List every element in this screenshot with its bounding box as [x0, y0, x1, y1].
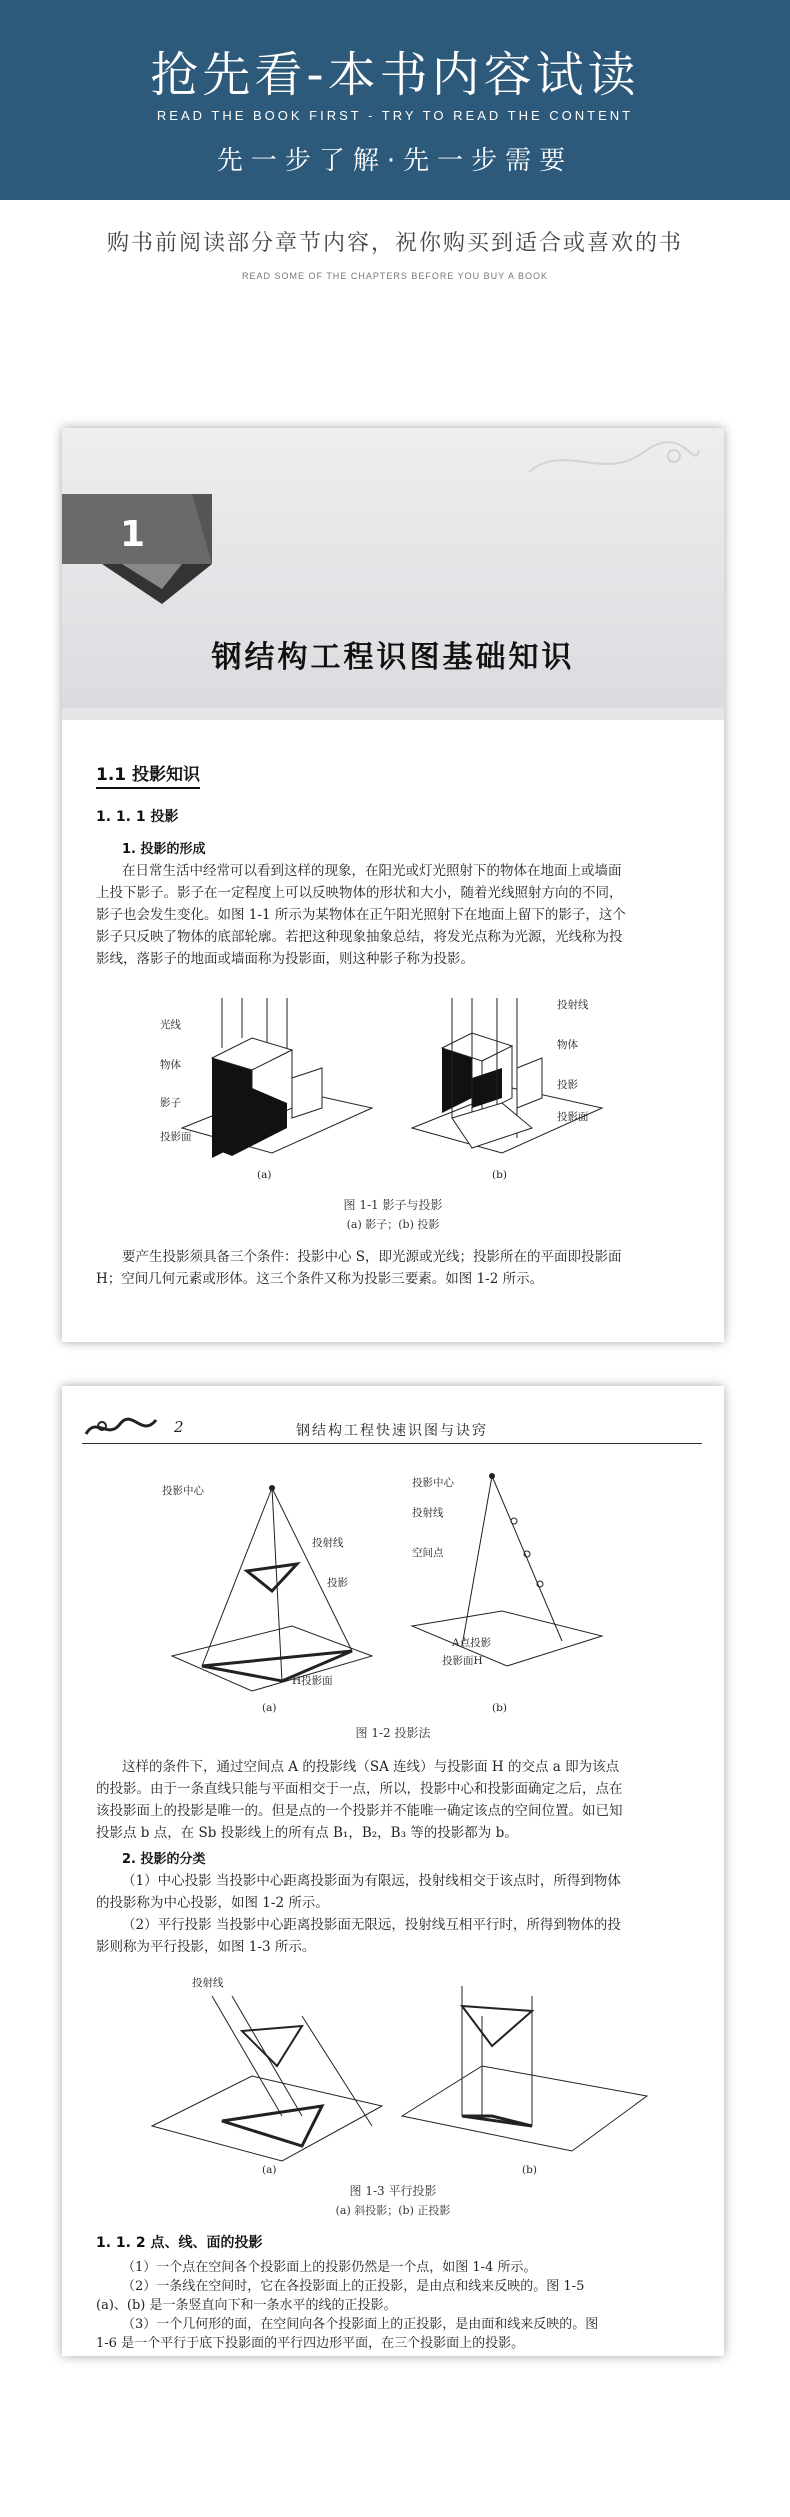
fig-label: 物体 [160, 1059, 181, 1071]
fig-label: 影子 [160, 1097, 181, 1109]
figure-caption: 图 1-1 影子与投影 [343, 1198, 443, 1212]
banner-slogan: 先一步了解·先一步需要 [216, 146, 574, 176]
ornament-icon [524, 442, 704, 482]
chapter-header [62, 428, 724, 708]
figure-1-2 [162, 1466, 642, 1716]
intro-text-en: READ SOME OF THE CHAPTERS BEFORE YOU BUY A BOOK [241, 271, 549, 281]
figure-subcaption: (a) 影子；(b) 投影 [346, 1218, 440, 1231]
fig-label: 投影面 [557, 1111, 589, 1123]
fig-label: 投射线 [312, 1537, 344, 1549]
fig-label: H投影面 [292, 1675, 333, 1687]
paragraph: （1）中心投影 当投影中心距离投影面为有限远，投射线相交于该点时，所得到物体 的投影称为中心投影，如图 1-2 所示。 （2）平行投影 当投影中心距离投影面无限远，投射线互相平行时，所得到物体的投 影则称为平行投影，如图 1-3 所示。 [96, 1873, 621, 1955]
fig-label: 投影中心 [412, 1477, 454, 1489]
paragraph: （1）一个点在空间各个投影面上的投影仍然是一个点，如图 1-4 所示。 （2）一条线在空间时，它在各投影面上的正投影，是由点和线来反映的。图 1-5 (a)、(b) 是一条竖直向下和一条水平的线的正投影。 （3）一个几何形的面，在空间向各个投影面上的正投影，是由面和线来反映的。图 1-6 是一个平行于底下投影面的平行四边形平面，在三个投影面上的投影。 [96, 2260, 599, 2351]
subsection-heading: 1. 1. 2 点、线、面的投影 [96, 2235, 263, 2251]
chapter-badge-icon [62, 494, 242, 604]
chapter-number: 1 [120, 514, 146, 555]
fig-label: 投射线 [192, 1977, 224, 1989]
divider [62, 708, 724, 720]
fig-label: 投影 [327, 1577, 348, 1589]
paragraph: 这样的条件下，通过空间点 A 的投影线（SA 连线）与投影面 H 的交点 a 即为该点 的投影。由于一条直线只能与平面相交于一点，所以，投影中心和投影面确定之后，点在 该投影面上的投影是唯一的。但是点的一个投影并不能唯一确定该点的空间位置。如已知 投影点 b 点，在 Sb 投影线上的所有点 B₁，B₂，B₃ 等的投影都为 b。 [96, 1759, 623, 1841]
subsection-heading: 1. 1. 1 投影 [96, 809, 179, 825]
fig-label: 投射线 [557, 999, 589, 1011]
page-number: 2 [174, 1418, 184, 1436]
fig-label: 物体 [557, 1039, 578, 1051]
fig-label: 投影中心 [162, 1485, 204, 1497]
header-banner [0, 0, 790, 200]
book-page-1 [62, 428, 724, 1342]
section-heading: 1.1 投影知识 [96, 760, 200, 789]
paragraph: 要产生投影须具备三个条件：投影中心 S，即光源或光线；投影所在的平面即投影面 H；空间几何元素或形体。这三个条件又称为投影三要素。如图 1-2 所示。 [96, 1249, 622, 1287]
fig-sub-label: (a) [262, 2164, 277, 2176]
intro-text: 购书前阅读部分章节内容，祝你购买到适合或喜欢的书 [106, 231, 683, 256]
fig-sub-label: (a) [257, 1169, 272, 1181]
item-heading: 2. 投影的分类 [122, 1852, 206, 1867]
banner-subtitle: READ THE BOOK FIRST - TRY TO READ THE CONTENT [156, 108, 634, 123]
fig-sub-label: (b) [492, 1702, 507, 1714]
figure-subcaption: (a) 斜投影；(b) 正投影 [335, 2204, 451, 2217]
chapter-title: 钢结构工程识图基础知识 [211, 640, 575, 675]
fig-label: 投射线 [412, 1507, 444, 1519]
fig-label: 光线 [160, 1019, 181, 1031]
fig-label: 空间点 [412, 1547, 444, 1559]
fig-label: 投影 [557, 1079, 578, 1091]
figure-caption: 图 1-2 投影法 [355, 1726, 431, 1740]
running-title: 钢结构工程快速识图与诀窍 [296, 1423, 488, 1439]
figure-1-3 [152, 1966, 652, 2176]
paragraph: 在日常生活中经常可以看到这样的现象，在阳光或灯光照射下的物体在地面上或墙面 上投下影子。影子在一定程度上可以反映物体的形状和大小，随着光线照射方向的不同， 影子也会发生变化。如图 1-1 所示为某物体在正午阳光照射下在地面上留下的影子，这个 影子只反映了物体的底部轮廓。若把这种现象抽象总结，将发光点称为光源，光线称为投 影线，落影子的地面或墙面称为投影面，则这种影子称为投影。 [96, 863, 626, 967]
fig-label: A点投影 [452, 1637, 492, 1649]
fig-sub-label: (a) [262, 1702, 277, 1714]
figure-caption: 图 1-3 平行投影 [349, 2184, 437, 2198]
fig-label: 投影面 [160, 1131, 192, 1143]
book-page-2 [62, 1386, 724, 2356]
running-header [82, 1414, 702, 1444]
fig-label: 投影面H [442, 1655, 483, 1667]
figure-1-1 [160, 988, 612, 1188]
banner-title: 抢先看-本书内容试读 [150, 47, 640, 103]
item-heading: 1. 投影的形成 [122, 842, 206, 857]
fig-sub-label: (b) [522, 2164, 537, 2176]
fig-sub-label: (b) [492, 1169, 507, 1181]
